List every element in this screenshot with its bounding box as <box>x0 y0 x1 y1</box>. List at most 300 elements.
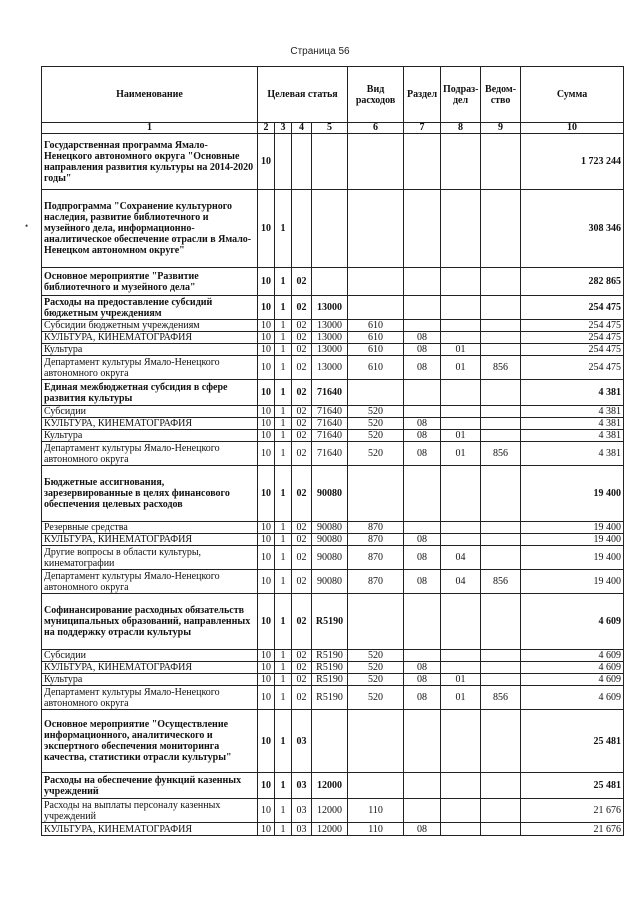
row-name-cell: Департамент культуры Ямало-Ненецкого автономного округа <box>42 570 258 594</box>
row-code-cell: 03 <box>292 773 312 799</box>
row-code-cell: 520 <box>348 650 404 662</box>
row-code-cell: 01 <box>441 356 481 380</box>
row-sum-cell: 21 676 <box>521 823 624 836</box>
row-code-cell: 71640 <box>312 442 348 466</box>
row-name-cell: КУЛЬТУРА, КИНЕМАТОГРАФИЯ <box>42 662 258 674</box>
row-code-cell: 1 <box>275 594 292 650</box>
table-row <box>42 418 624 430</box>
margin-mark: • <box>25 221 29 231</box>
row-sum-cell: 4 381 <box>521 418 624 430</box>
header-subsection: Подраз-дел <box>441 67 481 123</box>
row-code-cell: 02 <box>292 406 312 418</box>
column-number: 7 <box>404 123 441 134</box>
row-code-cell: 03 <box>292 799 312 823</box>
table-row <box>42 344 624 356</box>
table-row <box>42 332 624 344</box>
row-code-cell: 1 <box>275 823 292 836</box>
row-code-cell: 02 <box>292 356 312 380</box>
row-code-cell <box>441 332 481 344</box>
row-code-cell <box>481 662 521 674</box>
row-code-cell: 02 <box>292 674 312 686</box>
row-code-cell <box>481 522 521 534</box>
row-code-cell <box>348 466 404 522</box>
row-code-cell <box>481 344 521 356</box>
row-code-cell <box>441 823 481 836</box>
table-row <box>42 134 624 190</box>
row-code-cell: 870 <box>348 534 404 546</box>
table-row <box>42 268 624 296</box>
row-code-cell: 12000 <box>312 823 348 836</box>
row-code-cell: 13000 <box>312 332 348 344</box>
column-number: 3 <box>275 123 292 134</box>
row-code-cell: 02 <box>292 442 312 466</box>
row-code-cell <box>404 296 441 320</box>
row-code-cell: 10 <box>258 442 275 466</box>
table-row <box>42 356 624 380</box>
row-name-cell: Другие вопросы в области культуры, кинематографии <box>42 546 258 570</box>
row-sum-cell: 19 400 <box>521 534 624 546</box>
row-code-cell <box>481 406 521 418</box>
row-code-cell: 02 <box>292 380 312 406</box>
row-code-cell: 71640 <box>312 380 348 406</box>
row-code-cell: 08 <box>404 674 441 686</box>
row-code-cell: 08 <box>404 344 441 356</box>
row-code-cell: 1 <box>275 442 292 466</box>
row-code-cell: 04 <box>441 570 481 594</box>
table-row <box>42 710 624 773</box>
row-code-cell <box>481 823 521 836</box>
row-code-cell <box>292 134 312 190</box>
row-sum-cell: 19 400 <box>521 546 624 570</box>
row-code-cell: 71640 <box>312 418 348 430</box>
row-code-cell: 10 <box>258 534 275 546</box>
row-code-cell: 02 <box>292 650 312 662</box>
row-code-cell: 03 <box>292 823 312 836</box>
row-code-cell: 610 <box>348 320 404 332</box>
row-code-cell: 870 <box>348 522 404 534</box>
row-code-cell: 71640 <box>312 430 348 442</box>
row-code-cell: 10 <box>258 674 275 686</box>
row-code-cell: 13000 <box>312 344 348 356</box>
column-number: 8 <box>441 123 481 134</box>
row-code-cell <box>404 406 441 418</box>
header-row <box>42 67 624 123</box>
row-code-cell <box>481 674 521 686</box>
row-sum-cell: 25 481 <box>521 710 624 773</box>
row-code-cell <box>275 134 292 190</box>
row-code-cell <box>441 773 481 799</box>
row-code-cell <box>481 268 521 296</box>
row-code-cell <box>481 466 521 522</box>
row-sum-cell: 254 475 <box>521 332 624 344</box>
table-row <box>42 430 624 442</box>
row-sum-cell: 282 865 <box>521 268 624 296</box>
row-sum-cell: 254 475 <box>521 356 624 380</box>
table-row <box>42 674 624 686</box>
row-name-cell: КУЛЬТУРА, КИНЕМАТОГРАФИЯ <box>42 823 258 836</box>
row-code-cell: 110 <box>348 823 404 836</box>
row-code-cell <box>312 710 348 773</box>
row-code-cell: 08 <box>404 430 441 442</box>
row-code-cell: 1 <box>275 686 292 710</box>
row-sum-cell: 4 609 <box>521 594 624 650</box>
row-code-cell <box>441 296 481 320</box>
row-code-cell: 1 <box>275 773 292 799</box>
row-name-cell: Расходы на обеспечение функций казенных учреждений <box>42 773 258 799</box>
row-code-cell: 71640 <box>312 406 348 418</box>
row-code-cell: 90080 <box>312 522 348 534</box>
header-section: Раздел <box>404 67 441 123</box>
row-code-cell: 10 <box>258 134 275 190</box>
row-code-cell: 10 <box>258 190 275 268</box>
row-code-cell <box>441 320 481 332</box>
header-name: Наименование <box>42 67 258 123</box>
row-code-cell <box>441 268 481 296</box>
row-code-cell: 02 <box>292 686 312 710</box>
row-code-cell <box>441 710 481 773</box>
row-code-cell: 10 <box>258 466 275 522</box>
row-code-cell: 1 <box>275 570 292 594</box>
row-code-cell: 1 <box>275 380 292 406</box>
row-code-cell: 13000 <box>312 356 348 380</box>
row-code-cell: 10 <box>258 380 275 406</box>
row-code-cell: 1 <box>275 190 292 268</box>
row-code-cell <box>348 594 404 650</box>
row-code-cell: R5190 <box>312 662 348 674</box>
row-code-cell: 10 <box>258 418 275 430</box>
row-code-cell: 1 <box>275 662 292 674</box>
row-name-cell: Культура <box>42 674 258 686</box>
row-code-cell <box>404 522 441 534</box>
row-sum-cell: 19 400 <box>521 466 624 522</box>
row-code-cell: 08 <box>404 356 441 380</box>
row-sum-cell: 254 475 <box>521 296 624 320</box>
row-code-cell: 610 <box>348 356 404 380</box>
header-sum: Сумма <box>521 67 624 123</box>
table-row <box>42 534 624 546</box>
row-code-cell: 02 <box>292 344 312 356</box>
row-code-cell: 10 <box>258 799 275 823</box>
row-name-cell: Культура <box>42 430 258 442</box>
row-code-cell: 02 <box>292 662 312 674</box>
row-name-cell: Подпрограмма "Сохранение культурного наследия, развитие библиотечного и музейного дела, информационно-аналитическое обеспечение отрасли в Ямало-Ненецком автономном округе" <box>42 190 258 268</box>
row-sum-cell: 1 723 244 <box>521 134 624 190</box>
row-code-cell: 1 <box>275 546 292 570</box>
row-code-cell: 1 <box>275 534 292 546</box>
row-code-cell: 03 <box>292 710 312 773</box>
row-name-cell: КУЛЬТУРА, КИНЕМАТОГРАФИЯ <box>42 332 258 344</box>
row-code-cell: 90080 <box>312 570 348 594</box>
row-name-cell: Субсидии <box>42 406 258 418</box>
column-number: 6 <box>348 123 404 134</box>
row-sum-cell: 25 481 <box>521 773 624 799</box>
row-code-cell: 10 <box>258 522 275 534</box>
row-code-cell <box>441 134 481 190</box>
row-code-cell: 1 <box>275 418 292 430</box>
row-code-cell: 520 <box>348 442 404 466</box>
row-code-cell: 10 <box>258 332 275 344</box>
row-sum-cell: 19 400 <box>521 522 624 534</box>
table-row <box>42 190 624 268</box>
row-sum-cell: 4 609 <box>521 650 624 662</box>
row-code-cell: 08 <box>404 546 441 570</box>
table-row <box>42 320 624 332</box>
column-number: 1 <box>42 123 258 134</box>
row-code-cell: 08 <box>404 823 441 836</box>
row-code-cell <box>348 190 404 268</box>
row-code-cell <box>441 418 481 430</box>
row-code-cell: 01 <box>441 674 481 686</box>
row-code-cell: 10 <box>258 773 275 799</box>
row-code-cell <box>404 190 441 268</box>
row-code-cell <box>441 406 481 418</box>
row-code-cell: 90080 <box>312 534 348 546</box>
row-code-cell <box>312 268 348 296</box>
row-code-cell: 520 <box>348 430 404 442</box>
row-code-cell <box>481 546 521 570</box>
table-row <box>42 570 624 594</box>
row-name-cell: Бюджетные ассигнования, зарезервированные в целях финансового обеспечения целевых расходов <box>42 466 258 522</box>
row-sum-cell: 254 475 <box>521 344 624 356</box>
row-code-cell: 13000 <box>312 320 348 332</box>
row-code-cell: 08 <box>404 662 441 674</box>
column-number-row <box>42 123 624 134</box>
table-row <box>42 296 624 320</box>
row-code-cell <box>404 380 441 406</box>
row-code-cell: 01 <box>441 442 481 466</box>
row-code-cell: 08 <box>404 534 441 546</box>
row-code-cell: 10 <box>258 594 275 650</box>
row-code-cell: 856 <box>481 442 521 466</box>
row-code-cell <box>404 320 441 332</box>
row-code-cell: 10 <box>258 686 275 710</box>
row-code-cell: 1 <box>275 710 292 773</box>
page-number-label: Страница 56 <box>290 46 350 57</box>
row-code-cell: 02 <box>292 546 312 570</box>
table-row <box>42 686 624 710</box>
row-code-cell <box>481 773 521 799</box>
row-name-cell: Субсидии <box>42 650 258 662</box>
row-code-cell: R5190 <box>312 686 348 710</box>
row-code-cell <box>481 332 521 344</box>
row-code-cell <box>348 296 404 320</box>
budget-table <box>41 66 624 836</box>
row-code-cell <box>481 296 521 320</box>
row-code-cell <box>312 190 348 268</box>
row-code-cell: 10 <box>258 406 275 418</box>
row-code-cell: 1 <box>275 320 292 332</box>
row-code-cell: 856 <box>481 570 521 594</box>
row-code-cell: 10 <box>258 823 275 836</box>
row-sum-cell: 4 609 <box>521 686 624 710</box>
row-code-cell: 02 <box>292 268 312 296</box>
row-code-cell: 13000 <box>312 296 348 320</box>
column-number: 9 <box>481 123 521 134</box>
row-name-cell: Софинансирование расходных обязательств муниципальных образований, направленных на поддержку отрасли культуры <box>42 594 258 650</box>
row-code-cell <box>441 190 481 268</box>
row-code-cell <box>481 799 521 823</box>
column-number: 4 <box>292 123 312 134</box>
row-code-cell: 10 <box>258 570 275 594</box>
row-name-cell: Расходы на предоставление субсидий бюджетным учреждениям <box>42 296 258 320</box>
row-code-cell: 1 <box>275 522 292 534</box>
row-code-cell: 10 <box>258 546 275 570</box>
row-name-cell: Единая межбюджетная субсидия в сфере развития культуры <box>42 380 258 406</box>
row-code-cell: 610 <box>348 332 404 344</box>
row-code-cell: 02 <box>292 430 312 442</box>
row-code-cell: 02 <box>292 594 312 650</box>
row-code-cell <box>481 320 521 332</box>
row-code-cell: 01 <box>441 686 481 710</box>
row-code-cell: 10 <box>258 710 275 773</box>
row-code-cell <box>481 418 521 430</box>
row-code-cell: 10 <box>258 296 275 320</box>
row-sum-cell: 4 381 <box>521 380 624 406</box>
row-code-cell: R5190 <box>312 674 348 686</box>
row-code-cell: 856 <box>481 356 521 380</box>
row-code-cell: 1 <box>275 674 292 686</box>
row-code-cell <box>441 594 481 650</box>
row-code-cell: 08 <box>404 570 441 594</box>
row-code-cell: 02 <box>292 466 312 522</box>
header-expense-type: Вид расходов <box>348 67 404 123</box>
row-code-cell <box>481 190 521 268</box>
row-code-cell <box>292 190 312 268</box>
row-code-cell: 12000 <box>312 799 348 823</box>
header-target: Целевая статья <box>258 67 348 123</box>
row-code-cell: 90080 <box>312 466 348 522</box>
table-row <box>42 380 624 406</box>
row-code-cell: 10 <box>258 662 275 674</box>
row-name-cell: Расходы на выплаты персоналу казенных учреждений <box>42 799 258 823</box>
row-code-cell: 08 <box>404 418 441 430</box>
row-code-cell <box>348 773 404 799</box>
row-code-cell: 610 <box>348 344 404 356</box>
row-code-cell <box>404 594 441 650</box>
row-code-cell: 08 <box>404 442 441 466</box>
row-code-cell <box>441 522 481 534</box>
column-number: 5 <box>312 123 348 134</box>
row-sum-cell: 308 346 <box>521 190 624 268</box>
row-code-cell <box>481 650 521 662</box>
row-code-cell <box>404 650 441 662</box>
row-code-cell: 08 <box>404 332 441 344</box>
row-code-cell <box>441 650 481 662</box>
row-code-cell: 10 <box>258 344 275 356</box>
row-sum-cell: 4 381 <box>521 442 624 466</box>
row-code-cell: 01 <box>441 430 481 442</box>
row-code-cell <box>348 268 404 296</box>
row-code-cell <box>348 380 404 406</box>
row-sum-cell: 21 676 <box>521 799 624 823</box>
row-code-cell: 02 <box>292 418 312 430</box>
row-code-cell: 02 <box>292 332 312 344</box>
row-name-cell: КУЛЬТУРА, КИНЕМАТОГРАФИЯ <box>42 534 258 546</box>
row-name-cell: Департамент культуры Ямало-Ненецкого автономного округа <box>42 686 258 710</box>
table-row <box>42 406 624 418</box>
row-code-cell <box>481 134 521 190</box>
row-code-cell <box>481 534 521 546</box>
row-code-cell <box>404 466 441 522</box>
row-code-cell <box>404 773 441 799</box>
column-number: 2 <box>258 123 275 134</box>
row-code-cell <box>348 710 404 773</box>
row-code-cell: 10 <box>258 320 275 332</box>
row-code-cell <box>441 534 481 546</box>
column-number: 10 <box>521 123 624 134</box>
row-code-cell: R5190 <box>312 650 348 662</box>
row-code-cell: 1 <box>275 650 292 662</box>
row-code-cell: 1 <box>275 332 292 344</box>
row-name-cell: Субсидии бюджетным учреждениям <box>42 320 258 332</box>
row-code-cell: 856 <box>481 686 521 710</box>
row-name-cell: Культура <box>42 344 258 356</box>
row-code-cell <box>404 710 441 773</box>
row-code-cell <box>481 430 521 442</box>
row-code-cell <box>312 134 348 190</box>
table-row <box>42 662 624 674</box>
row-sum-cell: 4 609 <box>521 662 624 674</box>
row-sum-cell: 19 400 <box>521 570 624 594</box>
row-code-cell <box>404 268 441 296</box>
row-code-cell: 12000 <box>312 773 348 799</box>
table-row <box>42 594 624 650</box>
row-code-cell <box>348 134 404 190</box>
row-name-cell: КУЛЬТУРА, КИНЕМАТОГРАФИЯ <box>42 418 258 430</box>
row-code-cell: 1 <box>275 466 292 522</box>
row-code-cell <box>481 710 521 773</box>
row-code-cell: 1 <box>275 430 292 442</box>
row-sum-cell: 254 475 <box>521 320 624 332</box>
row-code-cell: 01 <box>441 344 481 356</box>
row-code-cell <box>441 799 481 823</box>
row-name-cell: Департамент культуры Ямало-Ненецкого автономного округа <box>42 442 258 466</box>
table-row <box>42 799 624 823</box>
table-row <box>42 442 624 466</box>
row-code-cell: 520 <box>348 406 404 418</box>
table-row <box>42 773 624 799</box>
row-code-cell: 870 <box>348 546 404 570</box>
row-code-cell: 520 <box>348 418 404 430</box>
row-name-cell: Основное мероприятие "Осуществление информационного, аналитического и экспертного обеспечения мониторинга качества, статистики отрасли культуры" <box>42 710 258 773</box>
table-row <box>42 823 624 836</box>
row-code-cell: 1 <box>275 296 292 320</box>
row-code-cell <box>441 380 481 406</box>
row-sum-cell: 4 381 <box>521 406 624 418</box>
row-code-cell: 520 <box>348 674 404 686</box>
row-code-cell <box>441 662 481 674</box>
row-name-cell: Резервные средства <box>42 522 258 534</box>
row-code-cell: 10 <box>258 650 275 662</box>
row-code-cell: 90080 <box>312 546 348 570</box>
header-department: Ведом-ство <box>481 67 521 123</box>
row-code-cell: 02 <box>292 296 312 320</box>
row-code-cell <box>441 466 481 522</box>
row-code-cell: 04 <box>441 546 481 570</box>
row-name-cell: Основное мероприятие "Развитие библиотечного и музейного дела" <box>42 268 258 296</box>
row-code-cell: 08 <box>404 686 441 710</box>
table-row <box>42 546 624 570</box>
row-name-cell: Государственная программа Ямало-Ненецкого автономного округа "Основные направления развития культуры на 2014-2020 годы" <box>42 134 258 190</box>
row-code-cell: 10 <box>258 268 275 296</box>
row-code-cell: 02 <box>292 534 312 546</box>
row-code-cell: 1 <box>275 344 292 356</box>
row-code-cell: 1 <box>275 406 292 418</box>
table-row <box>42 522 624 534</box>
row-code-cell: 02 <box>292 320 312 332</box>
row-code-cell <box>404 799 441 823</box>
row-name-cell: Департамент культуры Ямало-Ненецкого автономного округа <box>42 356 258 380</box>
